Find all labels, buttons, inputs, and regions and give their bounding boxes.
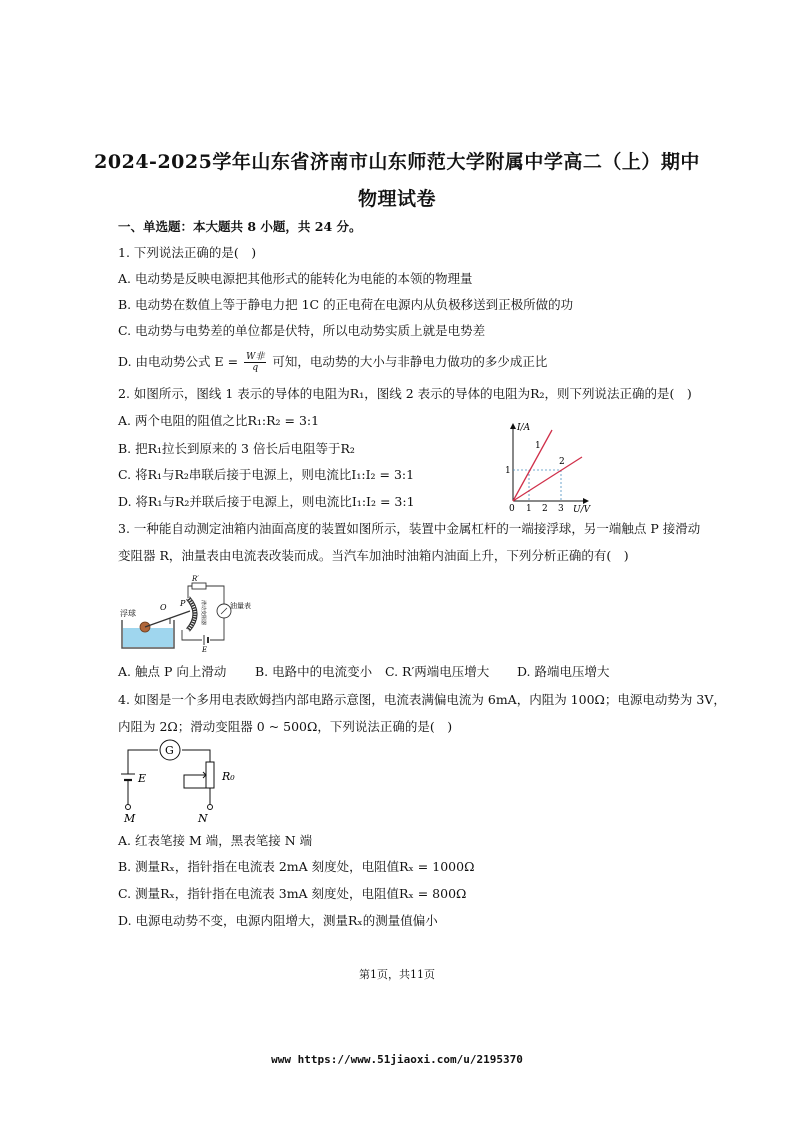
q3-gauge-label: 油量表 [230, 602, 251, 610]
q3-option-d: D. 路端电压增大 [516, 664, 610, 679]
q2-iu-graph [500, 418, 596, 514]
q4-option-a: A. 红表笔接 M 端，黑表笔接 N 端 [118, 833, 313, 848]
q2-x-label: U/V [573, 505, 591, 515]
q2-line1-label: 1 [535, 441, 541, 451]
q1-d-numerator: W非 [246, 352, 265, 362]
section-heading: 一、单选题：本大题共 8 小题，共 24 分。 [118, 219, 362, 234]
q1-option-a: A. 电动势是反映电源把其他形式的能转化为电能的本领的物理量 [118, 271, 473, 286]
q4-stem-line1: 4. 如图是一个多用电表欧姆挡内部电路示意图，电流表满偏电流为 6mA，内阻为 100Ω；电源电动势为 3V， [118, 692, 726, 707]
q2-x-tick-3: 3 [558, 504, 564, 514]
q1-d-prefix: D. 由电动势公式 E = [118, 354, 239, 369]
q4-rheostat [206, 762, 214, 788]
q4-g-label: G [165, 744, 174, 757]
q4-stem-line2: 内阻为 2Ω；滑动变阻器 0 ~ 500Ω，下列说法正确的是( ) [118, 719, 453, 734]
q2-line-1 [513, 430, 552, 501]
exam-title-line2: 物理试卷 [357, 188, 436, 210]
q1-option-d [118, 352, 547, 373]
q2-line2-label: 2 [559, 457, 565, 467]
q2-y-tick-1: 1 [505, 466, 511, 476]
q2-option-a: A. 两个电阻的阻值之比R₁:R₂ = 3:1 [118, 413, 320, 428]
q2-stem: 2. 如图所示，图线 1 表示的导体的电阻为R₁，图线 2 表示的导体的电阻为R₂，则下列说法正确的是( ) [118, 386, 692, 401]
q4-option-b: B. 测量Rₓ，指针指在电流表 2mA 刻度处，电阻值Rₓ = 1000Ω [118, 859, 475, 874]
q1-d-fraction [244, 352, 266, 373]
q1-d-denominator: q [252, 363, 259, 373]
q3-lever [145, 611, 190, 627]
page-number: 第1页，共11页 [359, 968, 435, 981]
q2-option-c: C. 将R₁与R₂串联后接于电源上，则电流比I₁:I₂ = 3:1 [118, 467, 415, 482]
q3-battery-label: E [202, 646, 208, 654]
q4-e-label: E [138, 772, 147, 785]
q4-m-label: M [124, 812, 136, 825]
q3-stem-line1: 3. 一种能自动测定油箱内油面高度的装置如图所示，装置中金属杠杆的一端接浮球，另一端触点 P 接滑动 [118, 521, 701, 536]
source-url: www https://www.51jiaoxi.com/u/2195370 [271, 1053, 523, 1066]
q4-ohmmeter-circuit [118, 738, 248, 826]
q4-n-label: N [198, 812, 208, 825]
q4-r0-label: R₀ [222, 770, 235, 783]
q3-rprime-resistor [192, 583, 206, 589]
q1-stem: 1. 下列说法正确的是( ) [118, 245, 257, 260]
q3-rheostat-label: 滑动变阻器 [200, 600, 206, 626]
q4-option-d: D. 电源电动势不变，电源内阻增大，测量Rₓ的测量值偏小 [118, 913, 438, 928]
q2-y-label: I/A [517, 423, 531, 433]
q2-line-2 [513, 457, 582, 501]
q3-pivot-label: O [160, 603, 167, 612]
q3-float-label: 浮球 [120, 609, 136, 618]
q2-origin: 0 [509, 504, 515, 514]
q3-stem-line2: 变阻器 R，油量表由电流表改装而成。当汽车加油时油箱内油面上升，下列分析正确的有( ) [118, 548, 629, 563]
q4-terminal-n [208, 805, 213, 810]
q3-option-a: A. 触点 P 向上滑动 [118, 664, 227, 679]
q1-d-suffix: 可知，电动势的大小与非静电力做功的多少成正比 [272, 354, 548, 369]
q1-option-b: B. 电动势在数值上等于静电力把 1C 的正电荷在电源内从负极移送到正极所做的功 [118, 297, 574, 312]
q1-option-c: C. 电动势与电势差的单位都是伏特，所以电动势实质上就是电势差 [118, 323, 486, 338]
q2-option-d: D. 将R₁与R₂并联后接于电源上，则电流比I₁:I₂ = 3:1 [118, 494, 415, 509]
q2-x-tick-1: 1 [526, 504, 532, 514]
q3-options [118, 664, 609, 680]
q3-option-c: C. R′两端电压增大 [384, 664, 490, 679]
q3-option-b: B. 电路中的电流变小 [254, 664, 373, 679]
q4-terminal-m [126, 805, 131, 810]
q3-oil-gauge-diagram [118, 575, 251, 654]
q3-contact-label: P [180, 599, 186, 608]
exam-title-line1: 2024-2025学年山东省济南市山东师范大学附属中学高二（上）期中 [94, 151, 700, 173]
q2-x-tick-2: 2 [542, 504, 548, 514]
q3-rprime-label: R′ [192, 575, 199, 583]
q4-option-c: C. 测量Rₓ，指针指在电流表 3mA 刻度处，电阻值Rₓ = 800Ω [118, 886, 467, 901]
q2-option-b: B. 把R₁拉长到原来的 3 倍长后电阻等于R₂ [118, 441, 355, 456]
